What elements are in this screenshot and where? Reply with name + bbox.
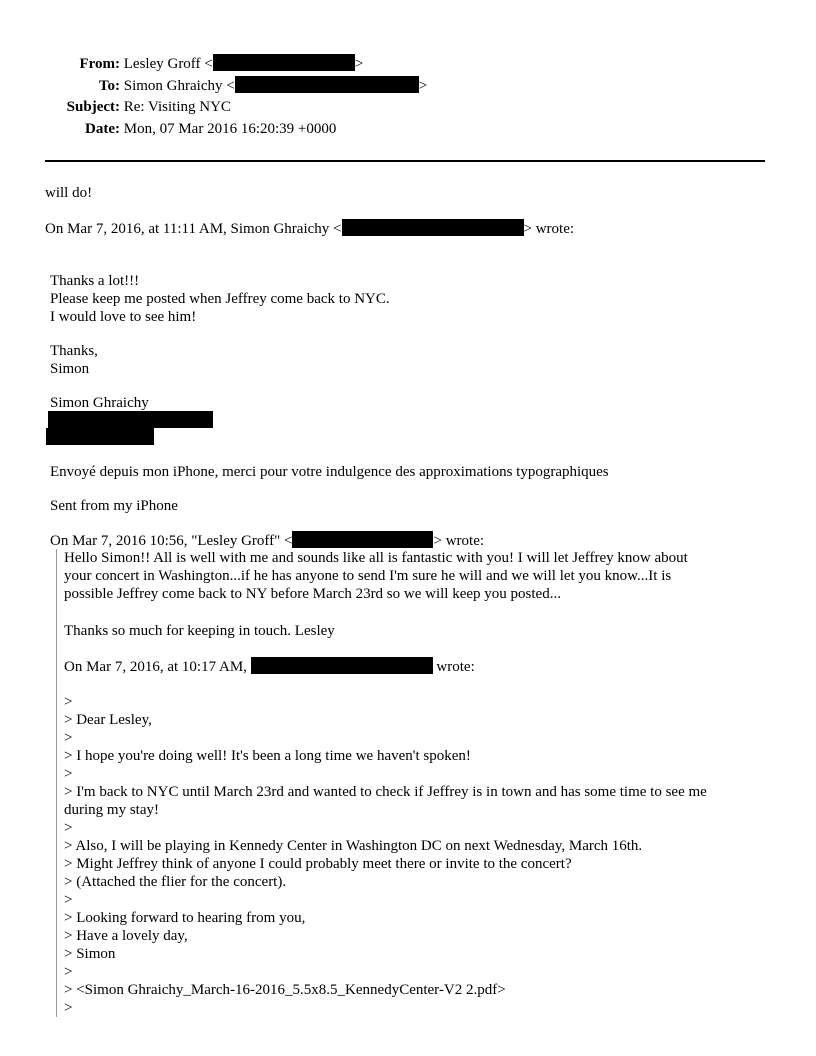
msg1-thanks: Thanks, (50, 343, 98, 359)
header-divider (45, 160, 765, 162)
iphone-signature-en: Sent from my iPhone (50, 498, 178, 514)
msg2-p2: Thanks so much for keeping in touch. Lesley (64, 623, 335, 639)
msg2-p1-line2: your concert in Washington...if he has anyone to send I'm sure he will and we will let you know...It is (64, 568, 672, 584)
redacted-signature-line1 (48, 411, 213, 428)
quote-bar (56, 549, 57, 1017)
attribution-1-post: > wrote: (523, 221, 575, 237)
quoted-line: > Have a lovely day, (64, 928, 188, 944)
quoted-line: > I'm back to NYC until March 23rd and wanted to check if Jeffrey is in town and has some time to see me (64, 784, 707, 800)
reply-text: will do! (45, 185, 93, 201)
message-1-closing (50, 342, 98, 378)
message-2 (64, 549, 688, 603)
from-label: From: (79, 56, 120, 72)
from-close: > (354, 56, 364, 72)
quoted-line: > (Attached the flier for the concert). (64, 874, 287, 890)
subject-label: Subject: (66, 99, 120, 115)
attribution-1 (45, 219, 574, 238)
msg2-p1-line1: Hello Simon!! All is well with me and sounds like all is fantastic with you! I will let Jeffrey know about (64, 550, 688, 566)
to-close: > (418, 78, 428, 94)
quoted-line: > Might Jeffrey think of anyone I could probably meet there or invite to the concert? (64, 856, 572, 872)
quoted-line: > (64, 964, 73, 980)
attribution-3-pre: On Mar 7, 2016, at 10:17 AM, (64, 659, 251, 675)
iphone-signature-fr: Envoyé depuis mon iPhone, merci pour votre indulgence des approximations typographiques (50, 464, 609, 480)
redacted-attribution-3-sender (251, 657, 433, 674)
msg1-line1: Thanks a lot!!! (50, 273, 140, 289)
msg1-line2: Please keep me posted when Jeffrey come back to NYC. (50, 291, 390, 307)
redacted-attribution-1-email (342, 219, 524, 236)
header-to-row (0, 76, 427, 95)
quoted-line: > (64, 1000, 73, 1016)
attribution-3-post: wrote: (432, 659, 475, 675)
date-value: Mon, 07 Mar 2016 16:20:39 +0000 (123, 121, 337, 137)
quoted-line: > (64, 694, 73, 710)
attribution-2 (50, 531, 484, 550)
quoted-line: > Dear Lesley, (64, 712, 152, 728)
quoted-original (64, 693, 707, 1017)
quoted-line: > Simon (64, 946, 116, 962)
redacted-signature-line2 (46, 428, 154, 445)
header-from-row (0, 54, 363, 73)
quoted-line: > Looking forward to hearing from you, (64, 910, 306, 926)
quoted-line: > (64, 766, 73, 782)
quoted-line: > (64, 892, 73, 908)
attribution-1-pre: On Mar 7, 2016, at 11:11 AM, Simon Ghraichy < (45, 221, 342, 237)
redacted-attribution-2-email (292, 531, 433, 548)
attribution-2-pre: On Mar 7, 2016 10:56, "Lesley Groff" < (50, 533, 293, 549)
quoted-line: > (64, 820, 73, 836)
signature-name: Simon Ghraichy (50, 395, 149, 411)
attribution-3 (64, 657, 475, 676)
quoted-line: > I hope you're doing well! It's been a long time we haven't spoken! (64, 748, 471, 764)
subject-value: Re: Visiting NYC (123, 99, 231, 115)
to-value: Simon Ghraichy < (123, 78, 235, 94)
quoted-line: > Also, I will be playing in Kennedy Center in Washington DC on next Wednesday, March 16th. (64, 838, 643, 854)
redacted-from-email (213, 54, 355, 71)
msg1-line3: I would love to see him! (50, 309, 197, 325)
header-date-row (0, 120, 336, 138)
redacted-to-email (235, 76, 419, 93)
msg1-name: Simon (50, 361, 90, 377)
quoted-line: > (64, 730, 73, 746)
header-subject-row (0, 98, 231, 116)
quoted-line: during my stay! (64, 802, 159, 818)
msg2-p1-line3: possible Jeffrey come back to NY before March 23rd so we will keep you posted... (64, 586, 561, 602)
date-label: Date: (85, 121, 120, 137)
attribution-2-post: > wrote: (433, 533, 485, 549)
message-1 (50, 272, 390, 326)
to-label: To: (98, 78, 120, 94)
quoted-line: > <Simon Ghraichy_March-16-2016_5.5x8.5_KennedyCenter-V2 2.pdf> (64, 982, 506, 998)
from-value: Lesley Groff < (123, 56, 213, 72)
